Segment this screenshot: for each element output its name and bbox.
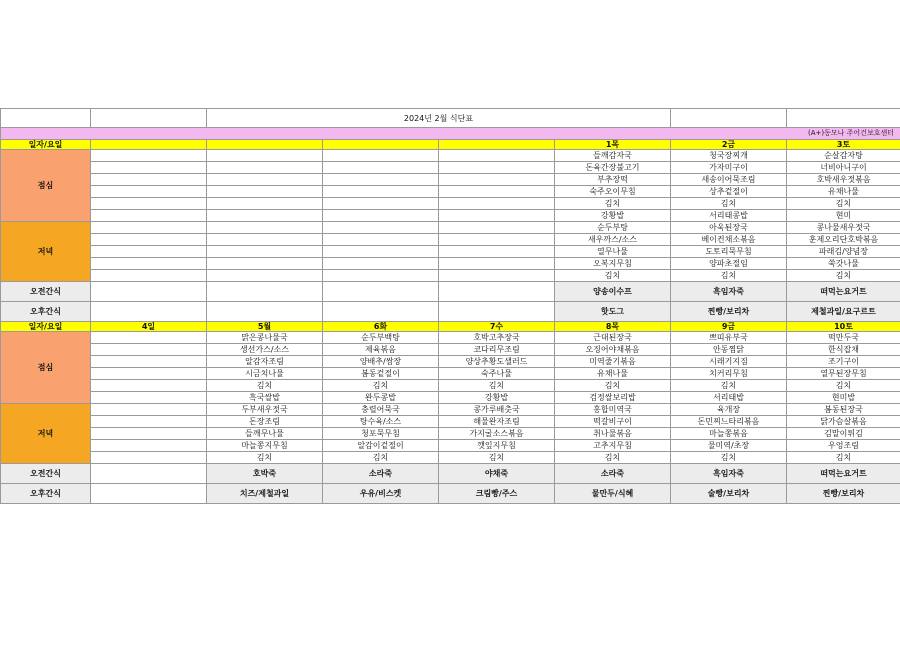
menu-item bbox=[207, 270, 323, 282]
menu-item: 김말이튀김 bbox=[787, 428, 900, 440]
menu-item bbox=[207, 186, 323, 198]
menu-item bbox=[439, 150, 555, 162]
menu-item bbox=[91, 344, 207, 356]
menu-item bbox=[91, 174, 207, 186]
title-blank-cell bbox=[91, 109, 207, 128]
menu-item bbox=[439, 246, 555, 258]
menu-item: 치커리무침 bbox=[671, 368, 787, 380]
menu-item: 열무된장무침 bbox=[787, 368, 900, 380]
pm-snack-item: 찐빵/보리차 bbox=[671, 302, 787, 322]
menu-item: 김치 bbox=[671, 270, 787, 282]
menu-item bbox=[439, 174, 555, 186]
menu-item: 상추겉절이 bbox=[671, 186, 787, 198]
menu-item: 파래김/양념장 bbox=[787, 246, 900, 258]
pm-snack-item bbox=[91, 302, 207, 322]
menu-item bbox=[323, 150, 439, 162]
menu-item: 맑은콩나물국 bbox=[207, 332, 323, 344]
menu-item: 쁘띠유부국 bbox=[671, 332, 787, 344]
day-header bbox=[207, 140, 323, 150]
menu-item: 코다리무조림 bbox=[439, 344, 555, 356]
menu-item: 김치 bbox=[323, 380, 439, 392]
center-name: (A+)동모나 주어건보호센터 bbox=[1, 128, 900, 140]
am-snack-item: 흑임자죽 bbox=[671, 282, 787, 302]
menu-item bbox=[91, 210, 207, 222]
menu-item: 베이컨채소볶음 bbox=[671, 234, 787, 246]
am-snack-item: 호박죽 bbox=[207, 464, 323, 484]
pm-snack-label: 오후간식 bbox=[1, 302, 91, 322]
menu-item: 돈민찌느타리볶음 bbox=[671, 416, 787, 428]
am-snack-item bbox=[207, 282, 323, 302]
pm-snack-item bbox=[323, 302, 439, 322]
day-header-label: 일자/요일 bbox=[1, 140, 91, 150]
menu-item: 오복지무침 bbox=[555, 258, 671, 270]
day-header: 9금 bbox=[671, 322, 787, 332]
menu-item bbox=[91, 186, 207, 198]
am-snack-item: 흑임자죽 bbox=[671, 464, 787, 484]
pm-snack-item bbox=[439, 302, 555, 322]
menu-item: 도토리묵무침 bbox=[671, 246, 787, 258]
menu-item: 김치 bbox=[671, 380, 787, 392]
day-header: 10토 bbox=[787, 322, 900, 332]
menu-item bbox=[323, 258, 439, 270]
menu-item: 오징어야채볶음 bbox=[555, 344, 671, 356]
pm-snack-item: 우유/비스켓 bbox=[323, 484, 439, 504]
menu-item: 가지굴소스볶음 bbox=[439, 428, 555, 440]
menu-item: 안동찜닭 bbox=[671, 344, 787, 356]
menu-item: 김치 bbox=[555, 380, 671, 392]
am-snack-item: 야채죽 bbox=[439, 464, 555, 484]
menu-item bbox=[323, 270, 439, 282]
menu-item: 검정쌀보리밥 bbox=[555, 392, 671, 404]
menu-item bbox=[439, 270, 555, 282]
menu-item bbox=[439, 222, 555, 234]
menu-item: 서리태콩밥 bbox=[671, 210, 787, 222]
menu-item bbox=[207, 198, 323, 210]
menu-item: 새우까스/소스 bbox=[555, 234, 671, 246]
menu-item: 미역줄기볶음 bbox=[555, 356, 671, 368]
menu-item bbox=[91, 246, 207, 258]
pm-snack-item: 제철과일/요구르트 bbox=[787, 302, 900, 322]
menu-item: 유채나물 bbox=[787, 186, 900, 198]
menu-item: 호박고추장국 bbox=[439, 332, 555, 344]
pm-snack-label: 오후간식 bbox=[1, 484, 91, 504]
menu-item: 시금치나물 bbox=[207, 368, 323, 380]
menu-item: 서리태밥 bbox=[671, 392, 787, 404]
menu-item: 돈장조림 bbox=[207, 416, 323, 428]
menu-item bbox=[207, 150, 323, 162]
menu-item: 김치 bbox=[439, 452, 555, 464]
menu-item: 강황밥 bbox=[555, 210, 671, 222]
title-blank-cell bbox=[787, 109, 900, 128]
title-blank-cell bbox=[671, 109, 787, 128]
menu-item: 너비아니구이 bbox=[787, 162, 900, 174]
menu-item: 순두부탕 bbox=[555, 222, 671, 234]
pm-snack-item: 찐빵/보리차 bbox=[787, 484, 900, 504]
menu-item bbox=[91, 150, 207, 162]
day-header: 2금 bbox=[671, 140, 787, 150]
menu-item: 열무나물 bbox=[555, 246, 671, 258]
pm-snack-item bbox=[207, 302, 323, 322]
menu-item: 양배추/쌈장 bbox=[323, 356, 439, 368]
menu-item: 청포묵무침 bbox=[323, 428, 439, 440]
menu-item bbox=[207, 234, 323, 246]
menu-item: 알감이겉절이 bbox=[323, 440, 439, 452]
menu-item: 쑥갓나물 bbox=[787, 258, 900, 270]
menu-item: 김치 bbox=[787, 198, 900, 210]
pm-snack-item: 물만두/식혜 bbox=[555, 484, 671, 504]
day-header: 7수 bbox=[439, 322, 555, 332]
menu-item: 훈제오리단호박볶음 bbox=[787, 234, 900, 246]
lunch-label: 점심 bbox=[1, 332, 91, 404]
dinner-label: 저녁 bbox=[1, 222, 91, 282]
menu-item: 가자미구이 bbox=[671, 162, 787, 174]
menu-item: 충렬어묵국 bbox=[323, 404, 439, 416]
menu-item bbox=[323, 246, 439, 258]
menu-item: 고추지무침 bbox=[555, 440, 671, 452]
menu-item: 떡만두국 bbox=[787, 332, 900, 344]
am-snack-label: 오전간식 bbox=[1, 282, 91, 302]
menu-item: 김치 bbox=[439, 380, 555, 392]
menu-item bbox=[439, 186, 555, 198]
am-snack-item: 떠먹는요거트 bbox=[787, 282, 900, 302]
pm-snack-item: 술빵/보리차 bbox=[671, 484, 787, 504]
day-header: 1목 bbox=[555, 140, 671, 150]
menu-item: 취나물볶음 bbox=[555, 428, 671, 440]
menu-item: 완두콩밥 bbox=[323, 392, 439, 404]
menu-item bbox=[91, 270, 207, 282]
day-header bbox=[91, 140, 207, 150]
am-snack-item bbox=[323, 282, 439, 302]
page-title: 2024년 2월 식단표 bbox=[207, 109, 671, 128]
menu-item: 떡갈비구이 bbox=[555, 416, 671, 428]
menu-item: 닭가슴살볶음 bbox=[787, 416, 900, 428]
menu-item: 생선가스/소스 bbox=[207, 344, 323, 356]
menu-item: 콩가루배춧국 bbox=[439, 404, 555, 416]
menu-item bbox=[323, 162, 439, 174]
day-header bbox=[439, 140, 555, 150]
day-header: 3토 bbox=[787, 140, 900, 150]
menu-item bbox=[323, 210, 439, 222]
am-snack-item: 떠먹는요거트 bbox=[787, 464, 900, 484]
am-snack-item: 양송이수프 bbox=[555, 282, 671, 302]
menu-item: 새송이어묵조림 bbox=[671, 174, 787, 186]
am-snack-item bbox=[91, 282, 207, 302]
menu-item: 알감자조림 bbox=[207, 356, 323, 368]
menu-item bbox=[91, 428, 207, 440]
menu-item bbox=[439, 234, 555, 246]
menu-item: 순두부백탕 bbox=[323, 332, 439, 344]
menu-item: 김치 bbox=[323, 452, 439, 464]
menu-item: 해물완자조림 bbox=[439, 416, 555, 428]
menu-item: 봄동겉절이 bbox=[323, 368, 439, 380]
menu-item: 물미역/초장 bbox=[671, 440, 787, 452]
menu-item bbox=[439, 210, 555, 222]
menu-item bbox=[207, 258, 323, 270]
menu-item: 우엉조림 bbox=[787, 440, 900, 452]
menu-item: 김치 bbox=[787, 270, 900, 282]
menu-item: 청국장찌개 bbox=[671, 150, 787, 162]
menu-item: 김치 bbox=[555, 270, 671, 282]
menu-item: 봄동된장국 bbox=[787, 404, 900, 416]
menu-item: 아욱된장국 bbox=[671, 222, 787, 234]
pm-snack-item: 크림빵/주스 bbox=[439, 484, 555, 504]
menu-item bbox=[323, 198, 439, 210]
am-snack-item bbox=[91, 464, 207, 484]
am-snack-item: 소라죽 bbox=[555, 464, 671, 484]
menu-item bbox=[91, 162, 207, 174]
menu-item: 들깨무나물 bbox=[207, 428, 323, 440]
menu-item bbox=[207, 222, 323, 234]
menu-item: 김치 bbox=[787, 452, 900, 464]
menu-item bbox=[207, 246, 323, 258]
menu-item bbox=[91, 452, 207, 464]
menu-item: 돈육간장불고기 bbox=[555, 162, 671, 174]
am-snack-item: 소라죽 bbox=[323, 464, 439, 484]
menu-sheet bbox=[0, 108, 900, 538]
menu-item: 탕수육/소스 bbox=[323, 416, 439, 428]
menu-item bbox=[91, 332, 207, 344]
menu-item: 들깨감자국 bbox=[555, 150, 671, 162]
menu-item: 숙주나물 bbox=[439, 368, 555, 380]
menu-item: 양상추황도샐러드 bbox=[439, 356, 555, 368]
menu-item: 강황밥 bbox=[439, 392, 555, 404]
menu-item: 유채나물 bbox=[555, 368, 671, 380]
day-header bbox=[323, 140, 439, 150]
menu-item bbox=[91, 198, 207, 210]
menu-item bbox=[323, 186, 439, 198]
menu-item: 호박새우젓볶음 bbox=[787, 174, 900, 186]
menu-item bbox=[439, 258, 555, 270]
menu-item: 마늘쫑볶음 bbox=[671, 428, 787, 440]
pm-snack-item: 핫도그 bbox=[555, 302, 671, 322]
menu-item bbox=[207, 162, 323, 174]
pm-snack-item bbox=[91, 484, 207, 504]
menu-item: 제육볶음 bbox=[323, 344, 439, 356]
menu-item: 부추장떡 bbox=[555, 174, 671, 186]
menu-item: 콩나물새우젓국 bbox=[787, 222, 900, 234]
menu-item: 시래기지짐 bbox=[671, 356, 787, 368]
menu-item bbox=[91, 222, 207, 234]
menu-item: 김치 bbox=[671, 452, 787, 464]
menu-item: 깻잎지무침 bbox=[439, 440, 555, 452]
menu-item bbox=[439, 198, 555, 210]
menu-item: 홍합미역국 bbox=[555, 404, 671, 416]
menu-item: 양파초절임 bbox=[671, 258, 787, 270]
menu-item: 김치 bbox=[207, 380, 323, 392]
menu-item bbox=[323, 222, 439, 234]
menu-item: 두부새우젓국 bbox=[207, 404, 323, 416]
menu-item: 김치 bbox=[671, 198, 787, 210]
title-blank-cell bbox=[1, 109, 91, 128]
menu-item: 육개장 bbox=[671, 404, 787, 416]
menu-item: 숙주오이무침 bbox=[555, 186, 671, 198]
dinner-label: 저녁 bbox=[1, 404, 91, 464]
menu-item: 김치 bbox=[555, 452, 671, 464]
menu-item: 현미밥 bbox=[787, 392, 900, 404]
menu-item bbox=[439, 162, 555, 174]
am-snack-label: 오전간식 bbox=[1, 464, 91, 484]
menu-item: 현미 bbox=[787, 210, 900, 222]
day-header-label: 일자/요일 bbox=[1, 322, 91, 332]
day-header: 6화 bbox=[323, 322, 439, 332]
am-snack-item bbox=[439, 282, 555, 302]
menu-item bbox=[91, 440, 207, 452]
day-header: 8목 bbox=[555, 322, 671, 332]
menu-item: 근대된장국 bbox=[555, 332, 671, 344]
menu-item bbox=[91, 356, 207, 368]
day-header: 4일 bbox=[91, 322, 207, 332]
menu-item: 김치 bbox=[787, 380, 900, 392]
menu-item: 순살감자탕 bbox=[787, 150, 900, 162]
menu-item bbox=[91, 392, 207, 404]
menu-item bbox=[323, 174, 439, 186]
menu-item: 흑국쌀밥 bbox=[207, 392, 323, 404]
menu-item bbox=[91, 234, 207, 246]
menu-item: 김치 bbox=[555, 198, 671, 210]
menu-item bbox=[91, 380, 207, 392]
menu-item bbox=[91, 404, 207, 416]
menu-item bbox=[207, 210, 323, 222]
menu-item bbox=[91, 368, 207, 380]
menu-item: 한식잡채 bbox=[787, 344, 900, 356]
pm-snack-item: 치즈/제철과일 bbox=[207, 484, 323, 504]
menu-item bbox=[207, 174, 323, 186]
menu-item: 김치 bbox=[207, 452, 323, 464]
lunch-label: 점심 bbox=[1, 150, 91, 222]
menu-item bbox=[91, 416, 207, 428]
menu-item bbox=[323, 234, 439, 246]
menu-table bbox=[0, 108, 900, 504]
day-header: 5월 bbox=[207, 322, 323, 332]
menu-item: 마늘쫑지무침 bbox=[207, 440, 323, 452]
menu-item bbox=[91, 258, 207, 270]
menu-item: 조기구이 bbox=[787, 356, 900, 368]
